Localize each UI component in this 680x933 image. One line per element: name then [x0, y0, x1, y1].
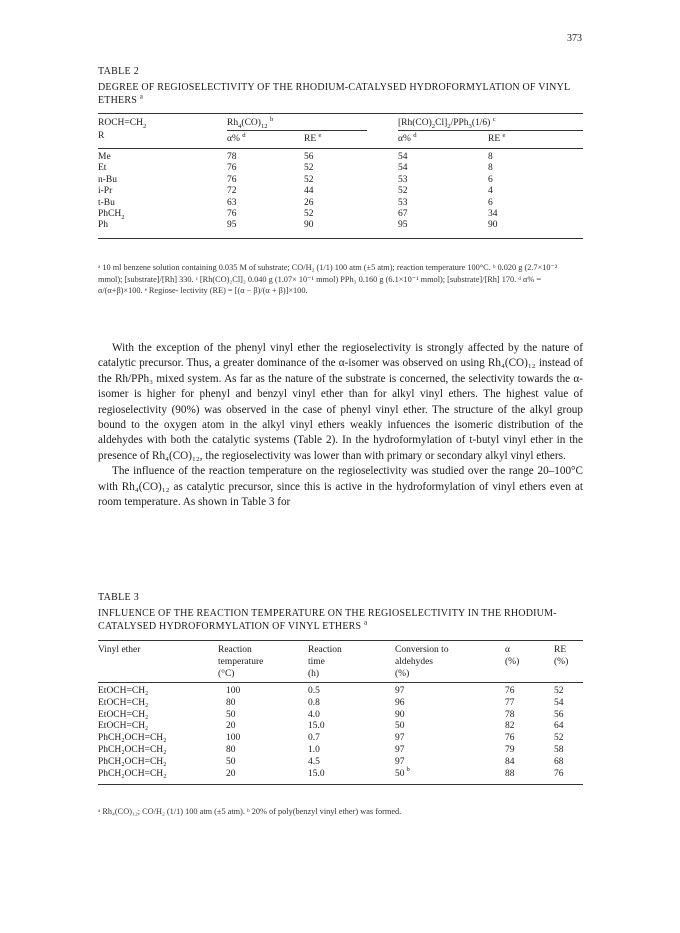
table2-cell-text: 63 [227, 197, 237, 208]
table2-cell-re1 [304, 175, 398, 186]
table3-cell-text: 0.8 [308, 697, 320, 708]
table3-row [98, 757, 583, 769]
table2-header-rule [98, 148, 583, 149]
table3-cell-ether [98, 757, 218, 769]
table3-cell-text: EtOCH=CH₂ [98, 709, 149, 720]
table2-cell-a2 [398, 198, 488, 209]
table2-cell-text: 54 [398, 152, 408, 162]
table3-cell-text: 97 [395, 744, 405, 755]
table3-cell-ether [98, 745, 218, 757]
table2-header-roch [98, 117, 146, 129]
t2-alpha2-label: α% [398, 134, 411, 144]
table3-cell-text: 1.0 [308, 744, 320, 755]
table3-cell-text: 100 [226, 733, 241, 744]
table3-cell-text: 0.5 [308, 686, 320, 696]
body-text [98, 341, 583, 510]
table3-cell-text: 68 [554, 756, 564, 767]
t2-re1-note: e [318, 131, 322, 139]
table2-header-r: R [98, 131, 105, 141]
table2-row [98, 209, 583, 220]
table2-cell-r [98, 186, 227, 197]
t2-g1-sub1: 4 [238, 122, 242, 130]
table3-cell-text: 80 [226, 744, 236, 755]
t3-h-conv1: Conversion to [395, 645, 449, 655]
table3-cell-text: 90 [395, 709, 405, 720]
t2-g2-a: [Rh(CO) [398, 118, 432, 128]
table2-cell-text: 76 [227, 209, 237, 220]
body-paragraph-2: The influence of the reaction temperature on the regioselectivity was studied over the range 20–100°C with Rh₄(CO)₁₂ as catalytic precursor, since this is active in the hydroformylation of vinyl ethers even at room temperature. As shown in Table 3 for [98, 465, 583, 509]
t2-alpha1-note: d [242, 131, 246, 139]
table3-cell-text: 20 [226, 721, 236, 732]
table2-caption: TABLE 2 [98, 66, 140, 77]
table3-cell-conv [395, 745, 505, 757]
table2-cell-text: 6 [488, 197, 493, 208]
t3-h-re2: (%) [554, 657, 569, 667]
table3-cell-alpha [505, 733, 554, 745]
table3-cell-text: 54 [554, 697, 564, 708]
table2-cell-text: 34 [488, 209, 498, 220]
table3-cell-time [308, 721, 395, 733]
t2-alpha1-label: α% [227, 134, 240, 144]
t3-h-time1: Reaction [308, 645, 342, 655]
table2-cell-re2 [488, 152, 583, 163]
table2-cell-text: 4 [488, 186, 493, 197]
table3-cell-re [554, 745, 583, 757]
table2-cell-text: PhCH [98, 209, 122, 220]
t3-h-alpha1: α [505, 645, 510, 655]
table3-cell-text: 76 [505, 686, 515, 696]
table2-cell-a2 [398, 152, 488, 163]
table2-group2-header [398, 117, 496, 129]
t2-alpha2-header [398, 133, 417, 145]
table3-cell-time [308, 745, 395, 757]
t3-h-temp2: temperature [218, 657, 264, 667]
table3-cell-temp [218, 769, 308, 781]
table3-cell-text: 97 [395, 733, 405, 744]
table3-cell-time [308, 769, 395, 781]
table3-cell-conv [395, 766, 505, 781]
table2-cell-text: 44 [304, 186, 314, 197]
t2-g2-sub3: 3 [468, 122, 472, 130]
table2-footnote: ᵃ 10 ml benzene solution containing 0.035 M of substrate; CO/H₂ (1/1) 100 atm (±5 atm); reaction temperature 100°C. ᵇ 0.020 g (2.7×10⁻² mmol); [substrate]/[Rh] 330. ᶜ [Rh(CO)₂Cl]₂ 0.040 g (1.07× 10⁻¹ mmol) PPh₃ 0.160 g (6.1×10⁻¹ mmol); [substrate]/[Rh] 170. ᵈ α% = α/(α+β)×100. ᵉ Regiose- lectivity (RE) = [(α − β)/(α + β)]×100. [98, 263, 558, 296]
table2-cell-text: Me [98, 152, 111, 162]
table3-cell-conv [395, 733, 505, 745]
table3-cell-text: 0.7 [308, 733, 320, 744]
table2-group1-header [227, 117, 273, 129]
table2-cell-re2 [488, 163, 583, 174]
t2-roch-text: ROCH=CH [98, 118, 143, 128]
table3-row [98, 686, 583, 698]
table3-cell-re [554, 769, 583, 781]
table2-cell-text: 76 [227, 163, 237, 174]
table3-cell-text: 52 [554, 733, 564, 744]
table2-cell-text: Et [98, 163, 107, 174]
table2-cell-a1 [227, 198, 304, 209]
table2-cell-text: 54 [398, 163, 408, 174]
table3-cell-text: 50 [226, 709, 236, 720]
table3-cell-time [308, 686, 395, 698]
table3-cell-conv [395, 757, 505, 769]
table2-row [98, 198, 583, 209]
table2-group1-rule [227, 130, 367, 131]
t3-h-re1: RE [554, 645, 567, 655]
table3-cell-text: PhCH₂OCH=CH₂ [98, 756, 167, 767]
table3-cell-text: 82 [505, 721, 515, 732]
table3-header-rule [98, 682, 583, 683]
table3-cell-text: 50 [395, 768, 405, 779]
table3-cell-text: 56 [554, 709, 564, 720]
table2-cell-re2 [488, 175, 583, 186]
table3-cell-ether [98, 686, 218, 698]
table2-cell-text: n-Bu [98, 174, 117, 185]
t3-h-vinyl: Vinyl ether [98, 645, 141, 655]
table3-cell-temp [218, 686, 308, 698]
table3-cell-text: 77 [505, 697, 515, 708]
t2-g2-sub: 2 [431, 122, 436, 130]
table3-cell-text: 64 [554, 721, 564, 732]
table2-cell-re1 [304, 209, 398, 220]
table2-cell-r [98, 198, 227, 209]
table3-cell-text: 4.0 [308, 709, 320, 720]
table3-cell-time [308, 757, 395, 769]
table3-cell-time [308, 733, 395, 745]
t2-alpha2-note: d [413, 131, 417, 139]
table2-cell-a2 [398, 209, 488, 220]
table3-row [98, 769, 583, 781]
table2-cell-r [98, 209, 227, 220]
table2-cell-re2 [488, 198, 583, 209]
table2-cell-a1 [227, 175, 304, 186]
table2-cell-text: 78 [227, 152, 237, 162]
table3-cell-time [308, 710, 395, 722]
table3-cell-re [554, 698, 583, 710]
table2-row [98, 175, 583, 186]
table3-cell-text: 58 [554, 744, 564, 755]
table2-cell-text: 52 [304, 163, 314, 174]
t3-h-alpha2: (%) [505, 657, 520, 667]
table3-cell-temp [218, 698, 308, 710]
table3-cell-temp [218, 721, 308, 733]
table2-body [98, 152, 583, 232]
table3-cell-re [554, 710, 583, 722]
table3-cell-re [554, 721, 583, 733]
table2-cell-a2 [398, 163, 488, 174]
table3-cell-text: 96 [395, 697, 405, 708]
t2-re1-label: RE [304, 134, 317, 144]
table2-cell-text: Ph [98, 220, 109, 231]
table2-row [98, 186, 583, 197]
t2-g2-tail: /PPh [450, 118, 469, 128]
t2-roch-sub: 2 [142, 122, 147, 130]
table3-cell-temp [218, 745, 308, 757]
table2-cell-text: 53 [398, 197, 408, 208]
table2-cell-a2 [398, 175, 488, 186]
table3-cell-text: 100 [226, 686, 241, 696]
t2-g2-note: c [492, 115, 496, 123]
t3-h-re [554, 644, 584, 668]
table2-row [98, 163, 583, 174]
table3-cell-note: b [406, 766, 410, 774]
table2-cell-text: 90 [488, 220, 498, 231]
table3-cell-text: 97 [395, 756, 405, 767]
table3-cell-temp [218, 757, 308, 769]
table3-cell-text: 15.0 [308, 768, 325, 779]
table3-row [98, 721, 583, 733]
t2-g2-end: (1/6) [471, 118, 491, 128]
t2-g1-a: Rh [227, 118, 239, 128]
table3-cell-ether [98, 721, 218, 733]
table2-cell-text: 53 [398, 174, 408, 185]
table3-bottom-rule [98, 784, 583, 785]
table3-cell-text: PhCH₂OCH=CH₂ [98, 733, 167, 744]
table3-title [98, 607, 583, 633]
table3-cell-conv [395, 686, 505, 698]
table3-cell-text: 79 [505, 744, 515, 755]
t2-g1-note: b [269, 115, 274, 123]
table2-cell-text: 6 [488, 174, 493, 185]
table2-bottom-rule [98, 238, 583, 239]
table2-row [98, 220, 583, 231]
table2-cell-a1 [227, 186, 304, 197]
t3-h-time [308, 644, 378, 680]
table3-cell-temp [218, 710, 308, 722]
table2-cell-a1 [227, 152, 304, 163]
table3-cell-ether [98, 769, 218, 781]
table2-row [98, 152, 583, 163]
t3-h-conv [395, 644, 480, 680]
table3-cell-text: 50 [226, 756, 236, 767]
table3-row [98, 710, 583, 722]
table3-cell-text: 88 [505, 768, 515, 779]
table2-cell-text: t-Bu [98, 197, 115, 208]
table3-cell-re [554, 757, 583, 769]
t3-h-temp1: Reaction [218, 645, 252, 655]
t2-g1-sub2: 12 [260, 122, 268, 130]
table3-cell-text: 50 [395, 721, 405, 732]
table3-cell-alpha [505, 757, 554, 769]
table2-title-text: DEGREE OF REGIOSELECTIVITY OF THE RHODIUM-CATALYSED HYDROFORMYLATION OF VINYL ETHERS [98, 82, 570, 106]
table2-cell-re1 [304, 220, 398, 231]
table2-cell-text: 56 [304, 152, 314, 162]
table2-cell-a2 [398, 186, 488, 197]
table3-cell-alpha [505, 686, 554, 698]
table3-top-rule [98, 640, 583, 641]
table2-cell-r [98, 175, 227, 186]
table3-cell-conv [395, 710, 505, 722]
table2-cell-re1 [304, 198, 398, 209]
table2-cell-text: 72 [227, 186, 237, 197]
table3-row [98, 698, 583, 710]
t3-h-temp [218, 644, 298, 680]
table2-cell-r [98, 163, 227, 174]
t2-g1-mid: (CO) [241, 118, 261, 128]
table3-cell-text: 76 [505, 733, 515, 744]
table3-cell-text: EtOCH=CH₂ [98, 697, 149, 708]
t2-re1-header [304, 133, 321, 145]
t2-re2-header [488, 133, 505, 145]
table3-cell-text: 80 [226, 697, 236, 708]
t3-h-conv2: aldehydes [395, 657, 433, 667]
table2-top-rule [98, 113, 583, 114]
table2-cell-text: 26 [304, 197, 314, 208]
t3-h-conv3: (%) [395, 669, 410, 679]
table2-title [98, 81, 583, 107]
table3-cell-alpha [505, 710, 554, 722]
t3-h-time2: time [308, 657, 325, 667]
table3-title-text: INFLUENCE OF THE REACTION TEMPERATURE ON THE REGIOSELECTIVITY IN THE RHODIUM-CATALYSED HYDROFORMYLATION OF VINYL ETHERS [98, 608, 557, 632]
table2-cell-text: 8 [488, 163, 493, 174]
table3-caption: TABLE 3 [98, 592, 140, 603]
table2-cell-re2 [488, 209, 583, 220]
table3-cell-alpha [505, 698, 554, 710]
table2-title-note: a [139, 92, 143, 101]
table2-cell-r [98, 152, 227, 163]
table3-row [98, 733, 583, 745]
table2-cell-r [98, 220, 227, 231]
table3-cell-text: 76 [554, 768, 564, 779]
page-number: 373 [567, 33, 582, 44]
table3-cell-time [308, 698, 395, 710]
table3-cell-conv [395, 721, 505, 733]
table3-cell-text: 4.5 [308, 756, 320, 767]
table2-cell-text: 95 [227, 220, 237, 231]
table3-cell-alpha [505, 721, 554, 733]
table3-cell-ether [98, 710, 218, 722]
table2-cell-re2 [488, 220, 583, 231]
table3-cell-text: PhCH₂OCH=CH₂ [98, 744, 167, 755]
table3-body [98, 686, 583, 780]
table2-cell-text: 90 [304, 220, 314, 231]
table3-title-note: a [363, 618, 368, 627]
table2-group2-rule [398, 130, 583, 131]
table3-cell-text: 52 [554, 686, 564, 696]
table3-cell-text: 84 [505, 756, 515, 767]
table3-row [98, 745, 583, 757]
t3-h-temp3: (°C) [218, 669, 235, 679]
table3-cell-text: EtOCH=CH₂ [98, 686, 149, 696]
table3-cell-ether [98, 733, 218, 745]
table3-cell-text: PhCH₂OCH=CH₂ [98, 768, 167, 779]
table2-cell-text: 52 [304, 174, 314, 185]
table2-cell-sub: 2 [121, 213, 125, 221]
table3-cell-alpha [505, 769, 554, 781]
table3-cell-ether [98, 698, 218, 710]
t2-alpha1-header [227, 133, 246, 145]
t3-h-alpha [505, 644, 535, 668]
table3-cell-temp [218, 733, 308, 745]
table2-cell-a2 [398, 220, 488, 231]
table2-cell-re1 [304, 163, 398, 174]
table2-cell-text: 52 [398, 186, 408, 197]
table2-cell-text: 67 [398, 209, 408, 220]
table2-cell-text: 76 [227, 174, 237, 185]
t2-re2-label: RE [488, 134, 501, 144]
table2-cell-a1 [227, 220, 304, 231]
table3-cell-alpha [505, 745, 554, 757]
table3-cell-re [554, 686, 583, 698]
table3-cell-text: 78 [505, 709, 515, 720]
table3-cell-text: 20 [226, 768, 236, 779]
table3-cell-text: 15.0 [308, 721, 325, 732]
table2-cell-text: 8 [488, 152, 493, 162]
t2-re2-note: e [502, 131, 506, 139]
table2-cell-re2 [488, 186, 583, 197]
table2-cell-text: 95 [398, 220, 408, 231]
t2-g2-mid: Cl] [435, 118, 448, 128]
table3-cell-re [554, 733, 583, 745]
t3-h-time3: (h) [308, 669, 320, 679]
table2-cell-text: 52 [304, 209, 314, 220]
body-paragraph-1: With the exception of the phenyl vinyl ether the regioselectivity is strongly affected by the nature of catalytic precursor. Thus, a greater dominance of the α-isomer was observed on using Rh₄(CO)₁₂ instead of the Rh/PPh₃ mixed system. As far as the nature of the substrate is concerned, the selectivity towards the α-isomer is higher for phenyl and benzyl vinyl ether than for alkyl vinyl ethers. The highest value of regioselectivity (90%) was observed in the case of phenyl vinyl ether. The structure of the alkyl group bound to the oxygen atom in the alkyl vinyl ethers weakly infuences the isomeric distribution of the aldehydes with both the catalytic systems (Table 2). In the hydroformylation of t-butyl vinyl ether in the presence of Rh₄(CO)₁₂, the regioselectivity was lower than with primary or secondary alkyl vinyl ethers. [98, 342, 583, 462]
table2-cell-a1 [227, 163, 304, 174]
table2-cell-re1 [304, 186, 398, 197]
table2-cell-a1 [227, 209, 304, 220]
table3-cell-text: 97 [395, 686, 405, 696]
table2-cell-text: i-Pr [98, 186, 113, 197]
table2-cell-re1 [304, 152, 398, 163]
t2-g2-sub2: 2 [447, 122, 451, 130]
table3-cell-conv [395, 698, 505, 710]
table3-footnote: ᵃ Rh₄(CO)₁₂; CO/H₂ (1/1) 100 atm (±5 atm). ᵇ 20% of poly(benzyl vinyl ether) was formed. [98, 807, 402, 816]
table3-cell-text: EtOCH=CH₂ [98, 721, 149, 732]
